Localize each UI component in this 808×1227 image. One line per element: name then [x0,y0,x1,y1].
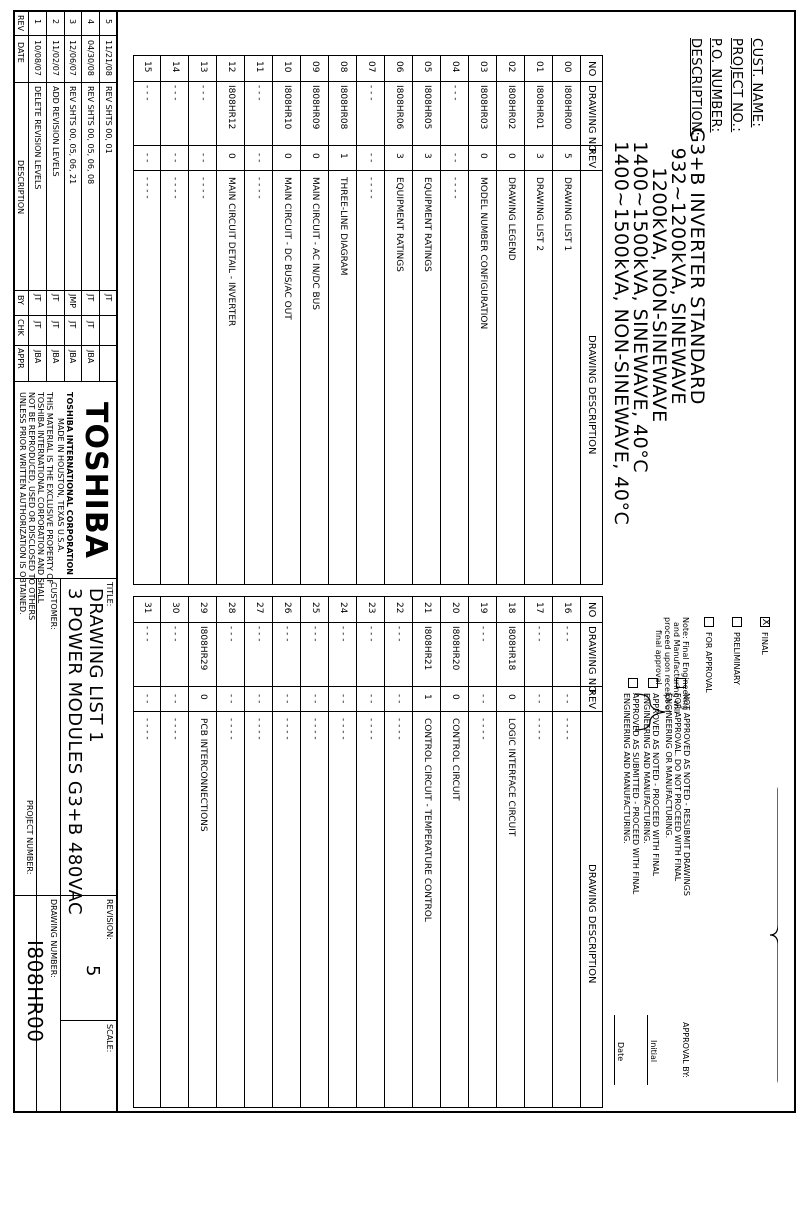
left-header-no: NO [586,61,597,77]
drawing-number-label: DRAWING NUMBER: [49,899,58,978]
left-table-row-drawing-no: - - - [198,85,208,101]
left-table-row-divider [216,55,217,585]
left-col-divider-2 [133,145,603,146]
left-table-row-no: 01 [534,61,544,73]
description-line-1: G3+B INVERTER STANDARD [686,128,708,405]
rev-row-rev: 3 [68,19,78,25]
right-table-row-description: - - - - [310,718,320,740]
left-table-row-divider [188,55,189,585]
toshiba-logo: TOSHIBA [78,402,113,559]
left-header-rev: REV [586,148,597,169]
left-table-row-rev: - - [142,153,152,163]
left-table-row-divider [300,55,301,585]
final-checkbox[interactable]: X [760,618,771,626]
right-table-row-description: CONTROL CIRCUIT - TEMPERATURE CONTROL [422,718,432,922]
right-table-row-rev: - - [338,694,348,704]
left-table-row-description: DRAWING LIST 1 [562,177,572,252]
left-table-row-drawing-no: - - - [254,85,264,101]
po-number-label: P.O. NUMBER: [708,38,723,133]
right-table-row-description: LOGIC INTERFACE CIRCUIT [506,718,516,837]
revision-value: 5 [82,965,103,977]
project-no-label: PROJECT NO.: [729,38,744,133]
left-table-row-description: MODEL NUMBER CONFIGURATION [478,177,488,330]
rev-row-desc: DELETE REVISION LEVELS [32,86,42,190]
left-table-row-divider [496,55,497,585]
right-table-row-drawing-no: I808HR20 [450,626,460,671]
left-table-row-rev: 0 [506,153,516,159]
left-table-row-drawing-no: I808HR08 [338,85,348,130]
left-table-row-description: - - - - [366,177,376,199]
left-table-row-drawing-no: - - - [450,85,460,101]
right-table-row-divider [356,596,357,1108]
approved-as-noted-line-1: APPROVED AS NOTED - PROCEED WITH FINAL [651,693,660,877]
right-table-row-no: 17 [534,602,544,614]
right-table-row-rev: - - [254,694,264,704]
left-table-row-no: 10 [282,61,292,73]
right-col-divider-1 [133,622,603,623]
rev-row-divider [81,10,82,381]
left-table-row-divider [552,55,553,585]
left-table-row-drawing-no: I808HR03 [478,85,488,130]
left-table-row-description: THREE-LINE DIAGRAM [338,177,348,276]
date-line [614,1015,615,1085]
left-table-row-drawing-no: I808HR00 [562,85,572,130]
left-table-row-no: 13 [198,61,208,73]
right-table-row-rev: 1 [422,694,432,700]
scale-block-left-border [61,1020,118,1021]
revision-block-left-border [13,895,118,896]
right-table-row-rev: - - [366,694,376,704]
customer-label: CUSTOMER: [49,582,58,630]
right-table-row-no: 30 [170,602,180,614]
right-table-row-divider [384,596,385,1108]
rev-row-desc: ADD REVISION LEVELS [50,86,60,177]
right-table-row-rev: - - [534,694,544,704]
title-info-divider [60,578,61,1113]
right-table-row-drawing-no: I808HR18 [506,626,516,671]
left-table-row-drawing-no: I808HR02 [506,85,516,130]
left-table-row-rev: - - [170,153,180,163]
left-table-row-drawing-no: I808HR01 [534,85,544,130]
right-drawing-table [133,596,603,1108]
notice-line-2: TOSHIBA INTERNATIONAL CORPORATION AND SHALL [36,392,45,604]
title-line-1: DRAWING LIST 1 [85,588,106,744]
right-table-row-rev: 0 [450,694,460,700]
left-table-row-divider [580,55,581,585]
rev-header-by: BY [16,295,25,305]
rev-row-by: JMP [68,294,78,309]
right-header-rev: REV [586,689,597,710]
note-line-2: and Manufacturing will [672,622,681,714]
title-label: TITLE: [105,582,114,607]
left-table-row-rev: 0 [226,153,236,159]
right-table-row-no: 31 [142,602,152,614]
right-table-row-no: 26 [282,602,292,614]
right-table-row-divider [552,596,553,1108]
left-table-frame [133,55,603,585]
right-table-row-description: - - - - [394,718,404,740]
left-table-row-rev: 3 [422,153,432,159]
approved-as-submitted-line-1: APPROVED AS SUBMITTED - PROCEED WITH FINAL [631,693,640,895]
not-approved-checkbox[interactable] [676,678,686,688]
rev-row-divider [99,10,100,381]
right-table-row-divider [216,596,217,1108]
right-header-description: DRAWING DESCRIPTION [586,864,597,984]
left-table-row-rev: 5 [562,153,572,159]
not-approved-line-2: FOR APPROVAL. DO NOT PROCEED WITH FINAL [673,693,682,882]
note-line-4: final approval [654,630,663,685]
rev-row-appr: JBA [68,350,78,364]
rev-history-right-border [13,381,118,382]
left-table-row-rev: - - [366,153,376,163]
note-line-1: Note: Final Engineering [681,617,690,711]
description-line-3: 1200kVA, NON-SINEWAVE [648,128,670,423]
right-table-row-divider [188,596,189,1108]
initial-line [647,1015,648,1085]
right-col-divider-3 [133,711,603,712]
right-table-row-drawing-no: I808HR29 [198,626,208,671]
rev-row-by: JT [104,294,113,302]
rev-row-by: JT [86,294,96,302]
right-table-row-description: CONTROL CIRCUIT [450,718,460,801]
preliminary-label: PRELIMINARY [732,632,741,685]
rev-row-rev: 5 [104,19,113,25]
approved-as-noted-line-2: ENGINEERING AND MANUFACTURING. [642,693,651,844]
right-table-row-no: 18 [506,602,516,614]
right-header-drawing-no: DRAWING NO [586,626,597,694]
left-table-row-drawing-no: I808HR05 [422,85,432,130]
right-brace [770,780,778,1090]
rev-row-chk: JT [86,321,96,329]
left-table-row-description: - - - - [142,177,152,199]
left-table-row-drawing-no: - - - [142,85,152,101]
description-label: DESCRIPTION: [688,38,703,137]
rev-row-date: 10/08/07 [32,40,42,76]
rev-header-rev: REV [16,15,25,32]
left-table-row-no: 07 [366,61,376,73]
left-table-row-drawing-no: I808HR06 [394,85,404,130]
right-table-row-divider [272,596,273,1108]
left-table-row-divider [160,55,161,585]
left-table-row-no: 03 [478,61,488,73]
description-line-2: 932~1200kVA, SINEWAVE [667,128,689,405]
left-table-row-drawing-no: I808HR09 [310,85,320,130]
right-table-row-description: - - - - [142,718,152,740]
right-table-row-divider [580,596,581,1108]
left-table-row-divider [328,55,329,585]
right-table-row-rev: 0 [506,694,516,700]
right-table-frame [133,596,603,1108]
rev-row-appr: JBA [86,350,96,364]
left-table-row-rev: 0 [478,153,488,159]
left-table-row-drawing-no: I808HR10 [282,85,292,130]
not-approved-line-1: NOT APPROVED AS NOTED - RESUBMIT DRAWINGS [682,693,691,896]
right-table-row-rev: - - [310,694,320,704]
rev-row-by: JT [32,294,42,302]
left-table-row-divider [244,55,245,585]
right-table-row-drawing-no: - - - [142,626,152,642]
description-line-5: 1400~1500kVA, NON-SINEWAVE, 40°C [610,128,632,526]
right-table-row-no: 24 [338,602,348,614]
left-header-drawing-no: DRAWING NO [586,85,597,153]
right-table-row-divider [244,596,245,1108]
rev-header-appr: APPR [16,348,25,369]
left-table-row-description: DRAWING LEGEND [506,177,516,261]
left-table-row-rev: - - [254,153,264,163]
left-header-description: DRAWING DESCRIPTION [586,335,597,455]
right-table-row-no: 25 [310,602,320,614]
left-table-row-description: DRAWING LIST 2 [534,177,544,252]
left-table-row-description: - - - - [198,177,208,199]
cust-name-label: CUST. NAME: [749,38,764,128]
right-table-row-description: - - - - [562,718,572,740]
left-table-row-rev: - - [450,153,460,163]
right-table-row-drawing-no: - - - [282,626,292,642]
right-table-row-drawing-no: - - - [366,626,376,642]
right-table-row-description: PCB INTERCONNECTIONS [198,718,208,832]
right-table-row-drawing-no: - - - [170,626,180,642]
right-table-row-drawing-no: - - - [226,626,236,642]
right-table-row-drawing-no: - - - [254,626,264,642]
rev-row-rev: 1 [32,19,42,25]
project-number-label: PROJECT NUMBER: [25,800,34,875]
rev-row-date: 11/21/08 [104,40,113,76]
left-table-row-no: 02 [506,61,516,73]
right-col-divider-2 [133,686,603,687]
right-table-row-no: 28 [226,602,236,614]
left-table-row-rev: - - [198,153,208,163]
rev-header-chk: CHK [16,319,25,336]
rev-row-appr: JBA [50,350,60,364]
right-table-row-divider [412,596,413,1108]
rev-header-date: DATE [16,42,25,63]
right-table-row-no: 29 [198,602,208,614]
rev-header-description: DESCRIPTION [16,160,25,215]
left-table-row-rev: 0 [282,153,292,159]
left-table-row-rev: 0 [310,153,320,159]
notice-line-3: NOT BE REPRODUCED, USED OR DISCLOSED TO OTHERS [27,392,36,621]
initial-label: Initial [649,1040,658,1063]
for-approval-label: FOR APPROVAL [704,632,713,693]
right-table-row-rev: 0 [198,694,208,700]
right-table-row-description: - - - - [338,718,348,740]
rev-row-desc: REV SHTS 00, 05, 06, 08 [86,86,96,185]
right-table-row-drawing-no: - - - [310,626,320,642]
right-table-row-no: 22 [394,602,404,614]
rev-row-date: 11/02/07 [50,40,60,76]
date-label: Date [616,1042,625,1062]
rev-row-chk: JT [50,321,60,329]
rev-header-divider [28,10,29,381]
left-table-row-description: - - - - [450,177,460,199]
rev-row-divider [64,10,65,381]
right-table-row-rev: - - [170,694,180,704]
scale-label: SCALE: [105,1024,114,1053]
revision-history-table [13,10,118,381]
right-table-row-description: - - - - [282,718,292,740]
left-table-row-divider [272,55,273,585]
left-table-row-no: 12 [226,61,236,73]
right-table-row-description: - - - - [366,718,376,740]
left-table-row-rev: 3 [534,153,544,159]
approval-by-label: APPROVAL BY: [681,1022,690,1078]
left-table-row-description: - - - - [254,177,264,199]
right-table-row-drawing-no: - - - [478,626,488,642]
left-table-row-description: MAIN CIRCUIT - DC BUS/AC OUT [282,177,292,320]
right-table-row-description: - - - - [226,718,236,740]
left-col-divider-1 [133,81,603,82]
left-table-row-rev: 3 [394,153,404,159]
left-table-row-divider [356,55,357,585]
right-table-row-rev: - - [142,694,152,704]
left-table-row-description: MAIN CIRCUIT DETAIL - INVERTER [226,177,236,327]
rev-row-desc: REV SHTS 00, 01 [104,86,113,154]
rev-row-desc: REV SHTS 00, 05, 06, 21 [68,86,78,185]
approved-as-noted-checkbox[interactable] [648,678,658,688]
approved-as-submitted-checkbox[interactable] [628,678,638,688]
rev-row-date: 04/30/08 [86,40,96,76]
right-table-row-description: - - - - [534,718,544,740]
left-table-row-divider [524,55,525,585]
right-table-row-divider [328,596,329,1108]
description-line-4: 1400~1500kVA, SINEWAVE, 40°C [629,128,651,474]
rev-row-chk: JT [68,321,78,329]
left-table-row-no: 05 [422,61,432,73]
right-table-row-drawing-no: - - - [394,626,404,642]
title-line-2: 3 POWER MODULES G3+B 480VAC [64,588,85,916]
left-table-row-no: 00 [562,61,572,73]
right-table-row-drawing-no: - - - [562,626,572,642]
right-table-row-rev: - - [478,694,488,704]
right-table-row-no: 20 [450,602,460,614]
right-table-row-rev: - - [562,694,572,704]
right-table-row-drawing-no: I808HR21 [422,626,432,671]
drawing-number-value: I808HR00 [23,940,47,1043]
right-table-row-divider [300,596,301,1108]
right-table-row-divider [496,596,497,1108]
company-location: MADE IN HOUSTON, TEXAS U.S.A. [56,418,65,553]
right-table-row-no: 19 [478,602,488,614]
left-table-row-description: EQUIPMENT RATINGS [394,177,404,272]
rev-row-chk: JT [32,321,42,329]
right-table-row-divider [160,596,161,1108]
right-table-row-divider [440,596,441,1108]
not-approved-line-3: ENGINEERING OR MANUFACTURING. [664,693,673,839]
right-table-row-no: 16 [562,602,572,614]
left-table-row-no: 15 [142,61,152,73]
left-drawing-table [133,55,603,585]
left-table-row-no: 06 [394,61,404,73]
notice-line-1: THIS MATERIAL IS THE EXCLUSIVE PROPERTY OF [45,392,54,585]
right-table-row-rev: - - [394,694,404,704]
right-table-row-rev: - - [282,694,292,704]
rev-row-divider [46,10,47,381]
right-table-row-divider [468,596,469,1108]
left-table-row-drawing-no: - - - [170,85,180,101]
right-table-row-drawing-no: - - - [534,626,544,642]
right-header-no: NO [586,602,597,618]
rev-row-by: JT [50,294,60,302]
approved-as-submitted-line-2: ENGINEERING AND MANUFACTURING. [622,693,631,844]
left-table-row-divider [412,55,413,585]
right-table-row-no: 21 [422,602,432,614]
right-table-row-rev: - - [226,694,236,704]
left-table-row-divider [384,55,385,585]
company-name: TOSHIBA INTERNATIONAL CORPORATION [65,392,74,575]
left-table-row-no: 08 [338,61,348,73]
right-table-row-no: 23 [366,602,376,614]
notice-line-4: UNLESS PRIOR WRITTEN AUTHORIZATION IS OBTAINED. [18,392,27,615]
rev-row-appr: JBA [32,350,42,364]
left-col-divider-3 [133,170,603,171]
left-table-row-drawing-no: - - - [366,85,376,101]
left-table-row-no: 14 [170,61,180,73]
right-table-row-description: - - - - [170,718,180,740]
left-table-row-no: 11 [254,61,264,73]
right-table-row-no: 27 [254,602,264,614]
right-table-row-drawing-no: - - - [338,626,348,642]
rev-row-rev: 4 [86,19,96,25]
left-table-row-divider [468,55,469,585]
left-table-row-no: 04 [450,61,460,73]
left-table-row-divider [440,55,441,585]
left-table-row-description: EQUIPMENT RATINGS [422,177,432,272]
rev-row-date: 12/06/07 [68,40,78,76]
left-table-row-description: - - - - [170,177,180,199]
left-table-row-description: MAIN CIRCUIT - AC IN/DC BUS [310,177,320,311]
right-table-row-divider [524,596,525,1108]
left-table-row-rev: 1 [338,153,348,159]
right-table-row-description: - - - - [254,718,264,740]
revision-label: REVISION: [105,899,114,940]
left-table-row-no: 09 [310,61,320,73]
final-label: FINAL [760,632,769,655]
note-line-3: proceed upon receipt of [663,617,672,713]
right-table-row-description: - - - - [478,718,488,740]
left-table-row-drawing-no: I808HR12 [226,85,236,130]
rev-row-rev: 2 [50,19,60,25]
